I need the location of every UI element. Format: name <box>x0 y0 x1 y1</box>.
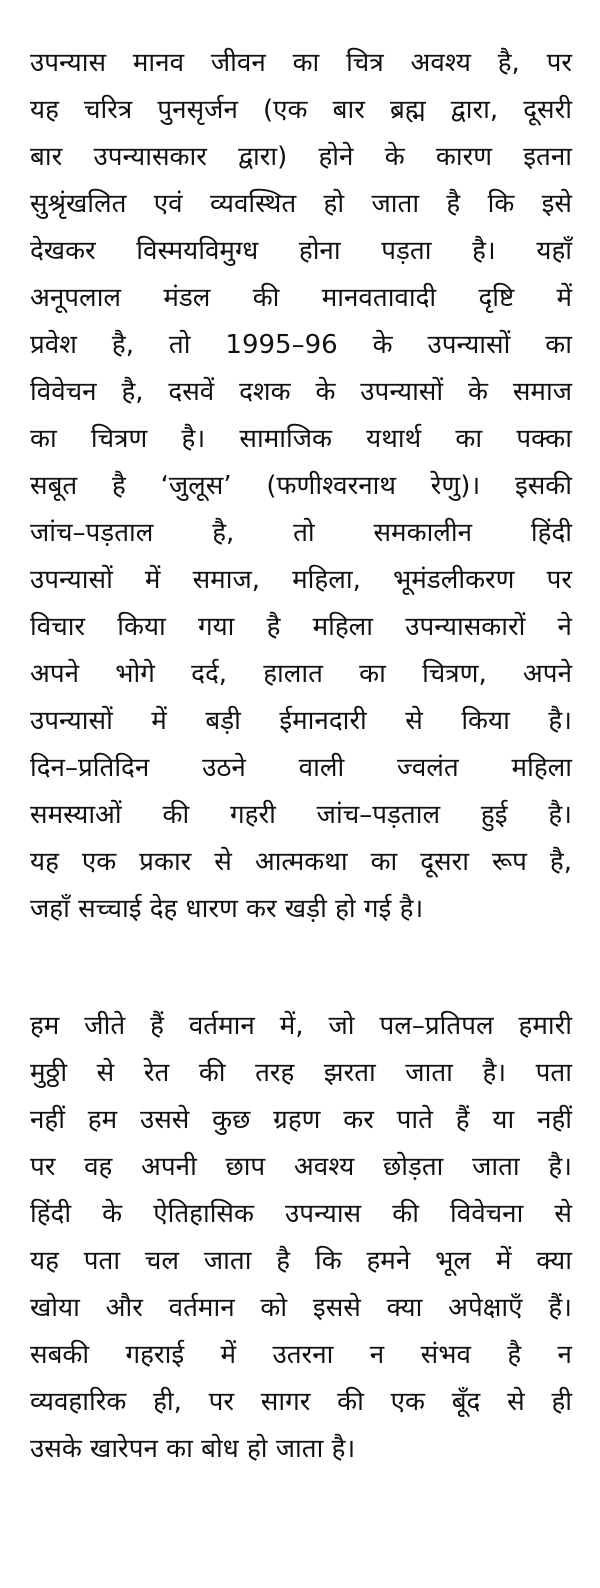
text-line: उपन्यास मानव जीवन का चित्र अवश्य है, पर <box>30 48 572 78</box>
text-line: मुठ्ठी से रेत की तरह झरता जाता है। पता <box>30 1058 572 1088</box>
text-line: प्रवेश है, तो 1995–96 के उपन्यासों का <box>30 330 572 360</box>
text-line: देखकर विस्मयविमुग्ध होना पड़ता है। यहाँ <box>30 236 572 266</box>
paragraph-2 <box>30 1003 572 1473</box>
text-line: का चित्रण है। सामाजिक यथार्थ का पक्का <box>30 424 572 454</box>
text-line: सबकी गहराई में उतरना न संभव है न <box>30 1340 572 1370</box>
text-line: अपने भोगे दर्द, हालात का चित्रण, अपने <box>30 659 572 689</box>
text-line: खोया और वर्तमान को इससे क्या अपेक्षाएँ हैं। <box>30 1293 572 1323</box>
text-line: हिंदी के ऐतिहासिक उपन्यास की विवेचना से <box>30 1199 572 1229</box>
text-line: जांच–पड़ताल है, तो समकालीन हिंदी <box>30 518 572 548</box>
text-line: नहीं हम उससे कुछ ग्रहण कर पाते हैं या नहीं <box>30 1105 572 1135</box>
text-line: उपन्यासों में समाज, महिला, भूमंडलीकरण पर <box>30 565 572 595</box>
text-line: सुश्रृंखलित एवं व्यवस्थित हो जाता है कि इसे <box>30 189 572 219</box>
text-line: यह पता चल जाता है कि हमने भूल में क्या <box>30 1246 572 1276</box>
text-line: व्यवहारिक ही, पर सागर की एक बूँद से ही <box>30 1387 572 1417</box>
text-line: समस्याओं की गहरी जांच–पड़ताल हुई है। <box>30 800 572 830</box>
text-line: अनूपलाल मंडल की मानवतावादी दृष्टि में <box>30 283 572 313</box>
text-line: जहाँ सच्चाई देह धारण कर खड़ी हो गई है। <box>30 894 424 924</box>
text-line: उपन्यासों में बड़ी ईमानदारी से किया है। <box>30 706 572 736</box>
text-line: यह चरित्र पुनसृर्जन (एक बार ब्रह्म द्वारा, दूसरी <box>30 95 572 125</box>
text-line: सबूत है ‘जुलूस’ (फणीश्वरनाथ रेणु)। इसकी <box>30 471 572 501</box>
text-line: हम जीते हैं वर्तमान में, जो पल–प्रतिपल हमारी <box>30 1011 572 1041</box>
text-line: दिन–प्रतिदिन उठने वाली ज्वलंत महिला <box>30 753 572 783</box>
text-line: उसके खारेपन का बोध हो जाता है। <box>30 1434 356 1464</box>
text-line: पर वह अपनी छाप अवश्य छोड़ता जाता है। <box>30 1152 572 1182</box>
text-line: यह एक प्रकार से आत्मकथा का दूसरा रूप है, <box>30 847 572 877</box>
text-line: विचार किया गया है महिला उपन्यासकारों ने <box>30 612 572 642</box>
text-line: विवेचन है, दसवें दशक के उपन्यासों के समाज <box>30 377 572 407</box>
text-line: बार उपन्यासकार द्वारा) होने के कारण इतना <box>30 142 572 172</box>
paragraph-1 <box>30 40 572 933</box>
